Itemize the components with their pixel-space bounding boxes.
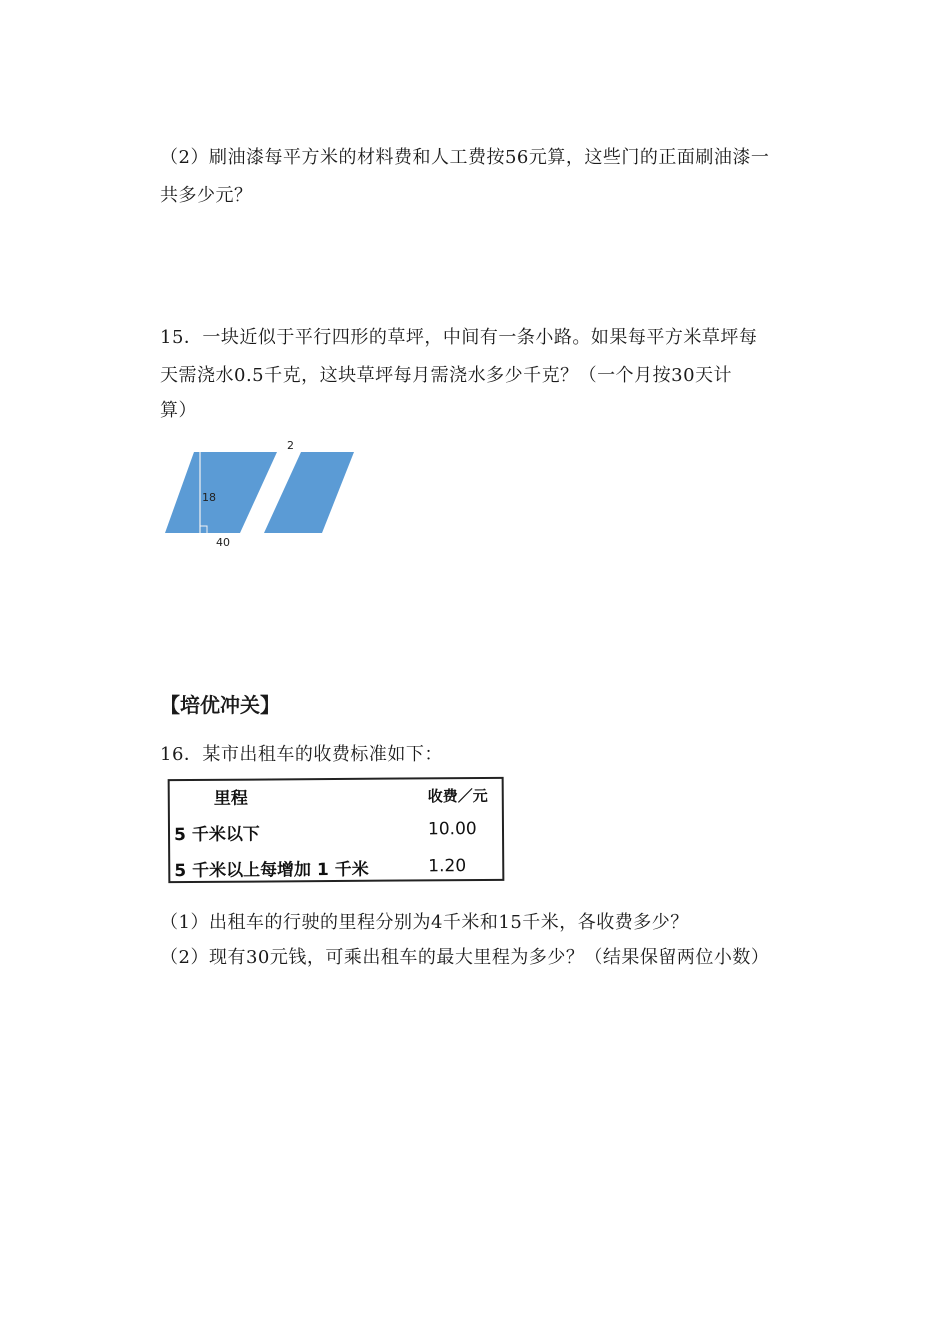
- table-row-2-fee: 1.20: [428, 856, 467, 877]
- q16-part1: （1）出租车的行驶的里程分别为4千米和15千米，各收费多少？: [160, 912, 689, 933]
- q16-intro: 16．某市出租车的收费标准如下：: [160, 744, 443, 765]
- taxi-fee-table: [168, 777, 505, 883]
- section-heading: 【培优冲关】: [160, 693, 280, 717]
- table-header-fee: 收费／元: [427, 786, 488, 806]
- lawn-left-part: [165, 452, 277, 533]
- q15-line3: 算）: [160, 400, 197, 421]
- path-width-label: 2: [287, 439, 294, 452]
- q14-part2-line1: （2）刷油漆每平方米的材料费和人工费按56元算，这些门的正面刷油漆一: [160, 147, 770, 168]
- lawn-right-part: [264, 452, 354, 533]
- table-row-1-fee: 10.00: [427, 819, 477, 840]
- q15-line1: 15．一块近似于平行四形的草坪，中间有一条小路。如果每平方米草坪每: [160, 327, 758, 348]
- table-row-2-distance: 5 千米以上每增加 1 千米: [174, 859, 369, 882]
- height-label: 18: [202, 491, 216, 504]
- q16-part2: （2）现有30元钱，可乘出租车的最大里程为多少？（结果保留两位小数）: [160, 947, 770, 968]
- lawn-parallelogram-figure: [160, 438, 360, 550]
- q15-line2: 天需浇水0.5千克，这块草坪每月需浇水多少千克？（一个月按30天计: [160, 365, 733, 386]
- table-row-1-distance: 5 千米以下: [173, 824, 260, 846]
- table-header-distance: 里程: [213, 788, 248, 809]
- q14-part2-line2: 共多少元？: [160, 185, 253, 206]
- base-label: 40: [216, 536, 230, 549]
